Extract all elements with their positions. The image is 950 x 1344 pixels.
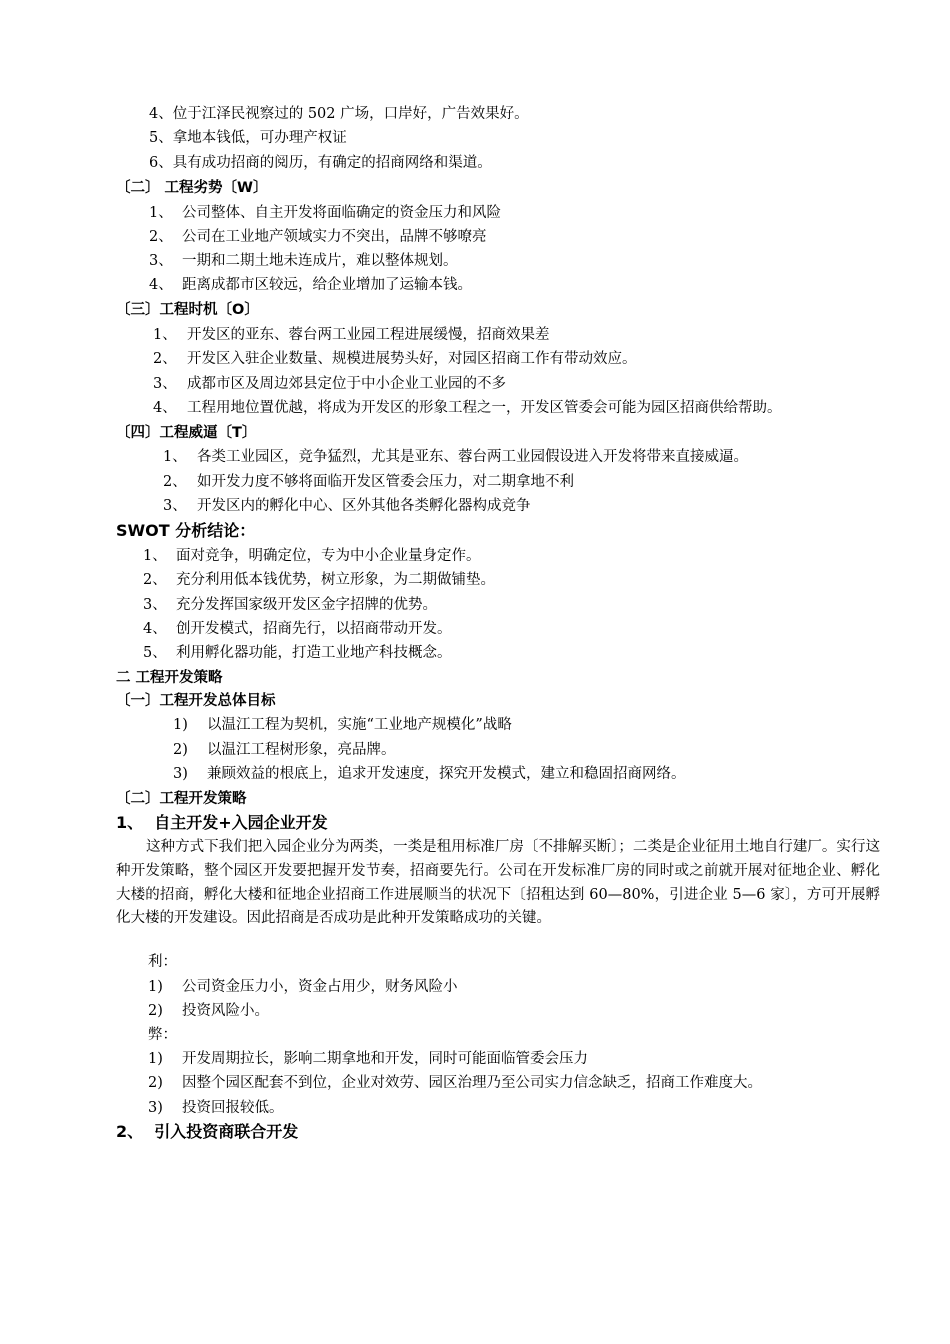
- item-number: 3): [148, 1100, 163, 1116]
- threat-heading: 〔四〕工程威逼〔T〕: [116, 425, 257, 441]
- strength-item-5: 5、拿地本钱低，可办理产权证: [149, 130, 347, 146]
- item-text: 利用孵化器功能，打造工业地产科技概念。: [176, 645, 452, 661]
- item-number: 1): [148, 979, 163, 995]
- item-number: 3): [173, 766, 188, 782]
- item-number: 5、: [143, 645, 167, 661]
- item-text: 创开发模式，招商先行，以招商带动开发。: [176, 621, 452, 637]
- weakness-item: [149, 275, 472, 295]
- opportunity-heading: 〔三〕工程时机〔O〕: [116, 302, 259, 318]
- item-text: 工程用地位置优越，将成为开发区的形象工程之一，开发区管委会可能为园区招商供给帮助。: [187, 400, 782, 416]
- plan1-title: 1、 自主开发+入园企业开发: [116, 813, 328, 832]
- item-text: 各类工业园区，竞争猛烈，尤其是亚东、蓉台两工业园假设进入开发将带来直接威逼。: [197, 449, 748, 465]
- weakness-item: [149, 227, 487, 247]
- pros-label: 利：: [148, 954, 177, 970]
- opportunity-item: [153, 374, 506, 394]
- plan1-paragraph: 这种方式下我们把入园企业分为两类，一类是租用标准厂房〔不排解买断〕；二类是企业征用土地自行建厂。实行这种开发策略，整个园区开发要把握开发节奏，招商要先行。公司在开发标准厂房的同时或之前就开展对征地企业、孵化大楼的招商，孵化大楼和征地企业招商工作进展顺当的状况下〔招租达到 60—80%，引进企业 5—6 家〕，方可开展孵化大楼的开发建设。因此招商是否成功是此种开发策略成功的关键。: [116, 839, 880, 927]
- cons-label: 弊：: [148, 1027, 177, 1043]
- pros-item: [148, 1001, 269, 1021]
- item-text: 投资回报较低。: [182, 1100, 284, 1116]
- item-text: 开发区入驻企业数量、规模进展势头好，对园区招商工作有带动效应。: [187, 351, 637, 367]
- item-text: 如开发力度不够将面临开发区管委会压力，对二期拿地不利: [197, 474, 574, 490]
- opportunity-item: [153, 325, 550, 345]
- item-number: 1、: [143, 548, 167, 564]
- swot-conclusion-item: [143, 643, 452, 663]
- item-text: 充分利用低本钱优势，树立形象，为二期做铺垫。: [176, 572, 495, 588]
- strategy-plan-heading: 〔二〕工程开发策略: [116, 791, 247, 807]
- pros-item: [148, 977, 458, 997]
- strategy-goal-item: [173, 715, 512, 735]
- strategy-goal-item: [173, 740, 396, 760]
- weakness-item: [149, 203, 501, 223]
- cons-item: [148, 1098, 284, 1118]
- item-number: 1): [148, 1051, 163, 1067]
- item-number: 3、: [149, 253, 173, 269]
- item-number: 2、: [143, 572, 167, 588]
- swot-conclusion-item: [143, 619, 452, 639]
- item-number: 1、: [153, 327, 177, 343]
- item-number: 3、: [153, 376, 177, 392]
- strategy-goal-item: [173, 764, 686, 784]
- swot-conclusion-item: [143, 570, 495, 590]
- item-text: 投资风险小。: [182, 1003, 269, 1019]
- item-number: 2): [148, 1075, 163, 1091]
- item-text: 以温江工程为契机，实施“工业地产规模化”战略: [207, 717, 512, 733]
- item-number: 1): [173, 717, 188, 733]
- swot-conclusion-heading: SWOT 分析结论：: [116, 521, 256, 540]
- weakness-heading: 〔二〕 工程劣势〔W〕: [116, 180, 268, 196]
- threat-item: [163, 472, 574, 492]
- item-number: 4、: [153, 400, 177, 416]
- item-text: 公司整体、自主开发将面临确定的资金压力和风险: [182, 205, 501, 221]
- item-number: 2、: [153, 351, 177, 367]
- item-number: 3、: [163, 498, 187, 514]
- item-text: 以温江工程树形象，亮品牌。: [207, 742, 396, 758]
- item-text: 一期和二期土地未连成片，难以整体规划。: [182, 253, 458, 269]
- threat-item: [163, 447, 748, 467]
- item-text: 因整个园区配套不到位，企业对效劳、园区治理乃至公司实力信念缺乏，招商工作难度大。: [182, 1075, 762, 1091]
- item-number: 4、: [143, 621, 167, 637]
- item-number: 4、: [149, 277, 173, 293]
- item-text: 面对竞争，明确定位，专为中小企业量身定作。: [176, 548, 481, 564]
- item-text: 成都市区及周边郊县定位于中小企业工业园的不多: [187, 376, 506, 392]
- item-text: 公司在工业地产领域实力不突出，品牌不够嘹亮: [182, 229, 487, 245]
- item-number: 1、: [149, 205, 173, 221]
- item-text: 距离成都市区较远，给企业增加了运输本钱。: [182, 277, 472, 293]
- item-text: 公司资金压力小，资金占用少，财务风险小: [182, 979, 458, 995]
- weakness-item: [149, 251, 458, 271]
- item-text: 充分发挥国家级开发区金字招牌的优势。: [176, 597, 437, 613]
- opportunity-item: [153, 349, 637, 369]
- item-number: 2、: [149, 229, 173, 245]
- item-text: 开发区的亚东、蓉台两工业园工程进展缓慢，招商效果差: [187, 327, 550, 343]
- item-text: 开发区内的孵化中心、区外其他各类孵化器构成竞争: [197, 498, 531, 514]
- threat-item: [163, 496, 531, 516]
- cons-item: [148, 1049, 588, 1069]
- opportunity-item: [153, 398, 782, 418]
- item-number: 2、: [163, 474, 187, 490]
- item-number: 2): [148, 1003, 163, 1019]
- swot-conclusion-item: [143, 595, 437, 615]
- item-text: 兼顾效益的根底上，追求开发速度，探究开发模式，建立和稳固招商网络。: [207, 766, 686, 782]
- cons-item: [148, 1073, 762, 1093]
- item-number: 1、: [163, 449, 187, 465]
- strength-item-6: 6、具有成功招商的阅历，有确定的招商网络和渠道。: [149, 155, 492, 171]
- strength-item-4: 4、位于江泽民视察过的 502 广场，口岸好，广告效果好。: [149, 106, 529, 122]
- swot-conclusion-item: [143, 546, 481, 566]
- item-text: 开发周期拉长，影响二期拿地和开发，同时可能面临管委会压力: [182, 1051, 588, 1067]
- item-number: 3、: [143, 597, 167, 613]
- item-number: 2): [173, 742, 188, 758]
- strategy-goal-heading: 〔一〕工程开发总体目标: [116, 693, 276, 709]
- plan2-title: 2、 引入投资商联合开发: [116, 1122, 299, 1141]
- strategy-heading: 二 工程开发策略: [116, 670, 223, 686]
